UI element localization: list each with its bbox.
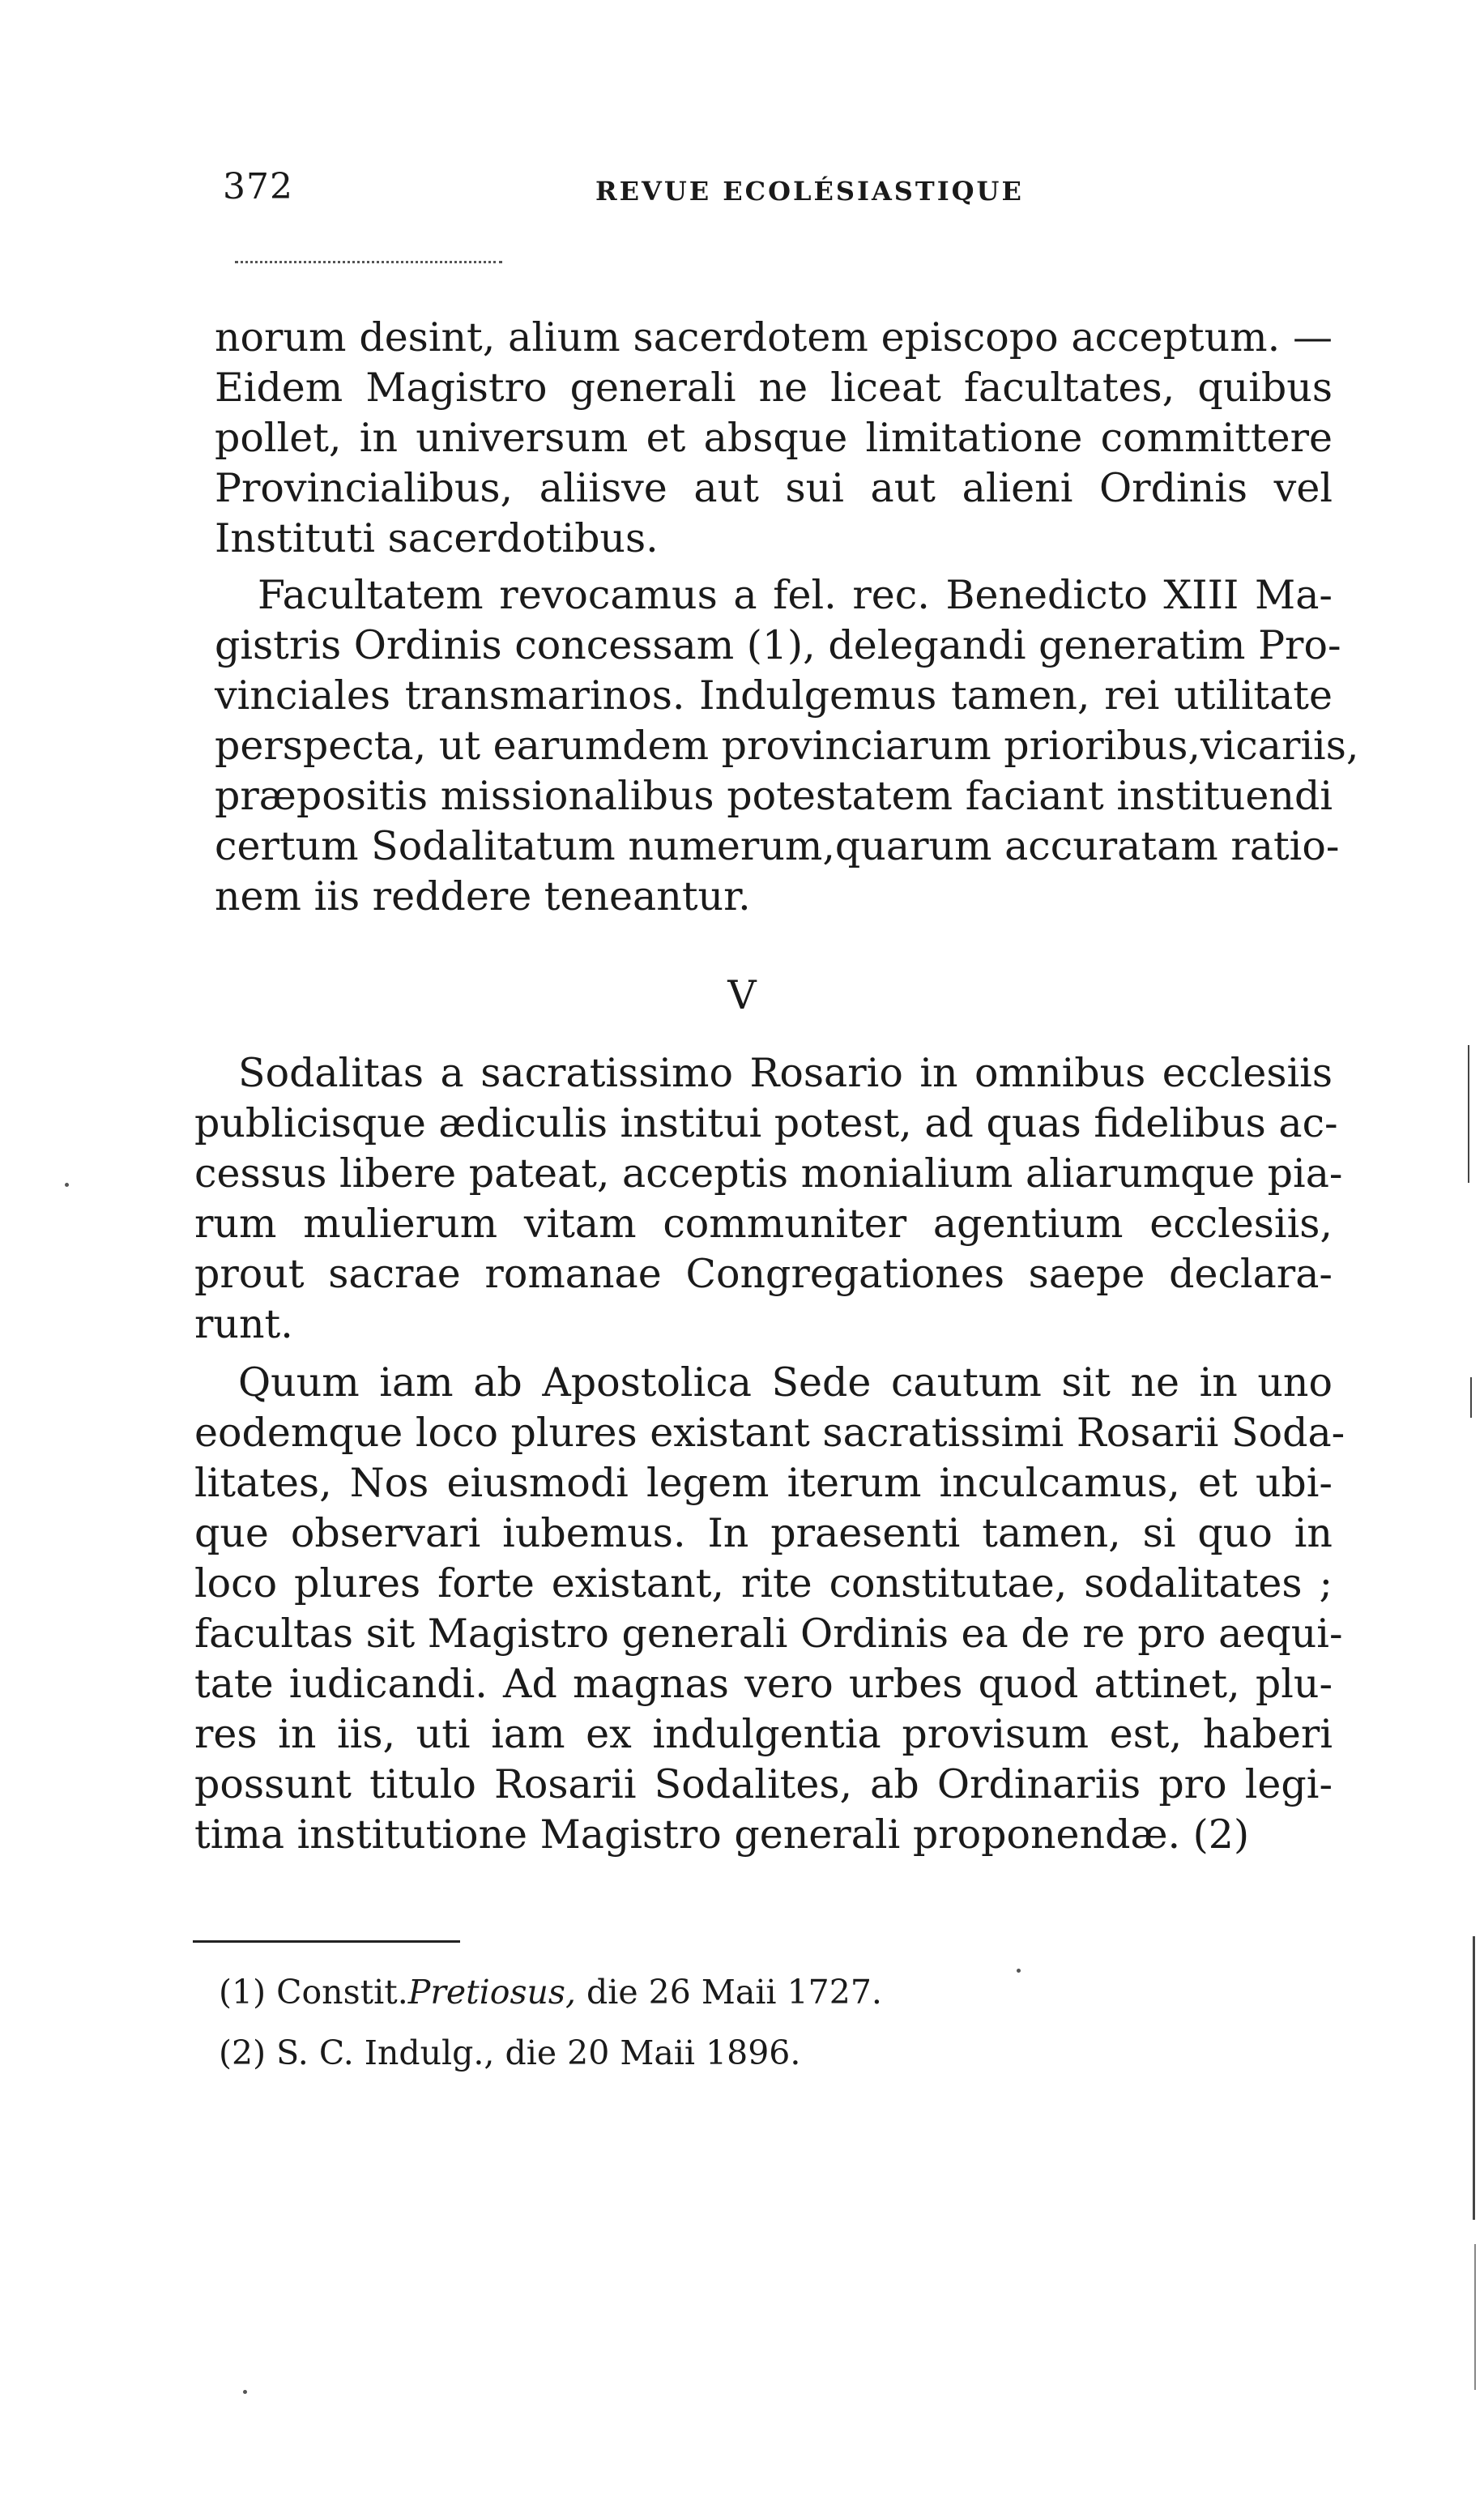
text-line: certum Sodalitatum numerum,quarum accuratam ratio- bbox=[215, 823, 1340, 869]
scan-edge-mark bbox=[1468, 1045, 1469, 1183]
footnote-mark: (2) bbox=[219, 2033, 267, 2072]
footnote-2 bbox=[219, 2033, 800, 2072]
text-line: gistris Ordinis concessam (1), delegandi generatim Pro- bbox=[215, 622, 1341, 668]
text-line: eodemque loco plures existant sacratissimi Rosarii Soda- bbox=[194, 1410, 1345, 1456]
text-line: Sodalitas a sacratissimo Rosario in omnibus ecclesiis bbox=[238, 1050, 1333, 1096]
text-line: Provincialibus, aliisve aut sui aut alieni Ordinis vel bbox=[215, 465, 1333, 511]
text-line: perspecta, ut earumdem provinciarum prioribus,vicariis, bbox=[215, 723, 1359, 769]
scan-speck bbox=[1017, 1969, 1021, 1973]
text-line: litates, Nos eiusmodi legem iterum inculcamus, et ubi- bbox=[194, 1460, 1333, 1506]
text-line: nem iis reddere teneantur. bbox=[215, 873, 751, 920]
footnote-rest: die 26 Maii 1727. bbox=[586, 1973, 882, 2012]
text-line: tate iudicandi. Ad magnas vero urbes quod attinet, plu- bbox=[194, 1661, 1333, 1707]
text-line: facultas sit Magistro generali Ordinis ea de re pro aequi- bbox=[194, 1611, 1343, 1657]
footnote-italic: Pretiosus, bbox=[407, 1973, 576, 2012]
page-number: 372 bbox=[223, 166, 293, 207]
text-line: Eidem Magistro generali ne liceat facultates, quibus bbox=[215, 365, 1333, 411]
scan-speck bbox=[243, 2390, 247, 2394]
footnote-mark: (1) bbox=[219, 1973, 267, 2012]
text-line: possunt titulo Rosarii Sodalites, ab Ordinariis pro legi- bbox=[194, 1761, 1333, 1807]
running-title: REVUE ECOLÉSIASTIQUE bbox=[595, 176, 1024, 207]
text-line: rum mulierum vitam communiter agentium ecclesiis, bbox=[194, 1201, 1333, 1247]
section-number: V bbox=[727, 972, 757, 1018]
text-line: publicisque ædiculis institui potest, ad quas fidelibus ac- bbox=[194, 1100, 1338, 1146]
text-line: loco plures forte existant, rite constitutae, sodalitates ; bbox=[194, 1560, 1333, 1607]
text-line: runt. bbox=[194, 1301, 293, 1347]
text-line: præpositis missionalibus potestatem faciant instituendi bbox=[215, 773, 1333, 819]
scan-edge-mark bbox=[1474, 2244, 1476, 2390]
scan-edge-mark bbox=[1473, 1936, 1475, 2220]
text-line: Facultatem revocamus a fel. rec. Benedicto XIII Ma- bbox=[258, 572, 1333, 618]
text-line: prout sacrae romanae Congregationes saepe declara- bbox=[194, 1251, 1333, 1297]
footnote-text: Constit. bbox=[276, 1973, 408, 2012]
scan-edge-mark bbox=[1470, 1377, 1472, 1418]
text-line: vinciales transmarinos. Indulgemus tamen, rei utilitate bbox=[215, 672, 1333, 719]
text-line: norum desint, alium sacerdotem episcopo acceptum. — bbox=[215, 314, 1333, 361]
footnote-rule bbox=[193, 1940, 460, 1943]
text-line: pollet, in universum et absque limitatione committere bbox=[215, 415, 1333, 461]
text-line: tima institutione Magistro generali proponendæ. (2) bbox=[194, 1811, 1250, 1858]
text-line: Quum iam ab Apostolica Sede cautum sit ne in uno bbox=[238, 1359, 1333, 1406]
footnote-text: S. C. Indulg., die 20 Maii 1896. bbox=[276, 2033, 801, 2072]
text-line: res in iis, uti iam ex indulgentia provisum est, haberi bbox=[194, 1711, 1333, 1757]
footnote-1 bbox=[219, 1973, 882, 2012]
text-line: cessus libere pateat, acceptis monialium aliarumque pia- bbox=[194, 1150, 1343, 1197]
header-rule bbox=[235, 261, 502, 263]
text-line: que observari iubemus. In praesenti tamen, si quo in bbox=[194, 1510, 1333, 1556]
text-line: Instituti sacerdotibus. bbox=[215, 515, 659, 561]
page-header bbox=[215, 166, 1349, 215]
scan-speck bbox=[65, 1183, 69, 1187]
